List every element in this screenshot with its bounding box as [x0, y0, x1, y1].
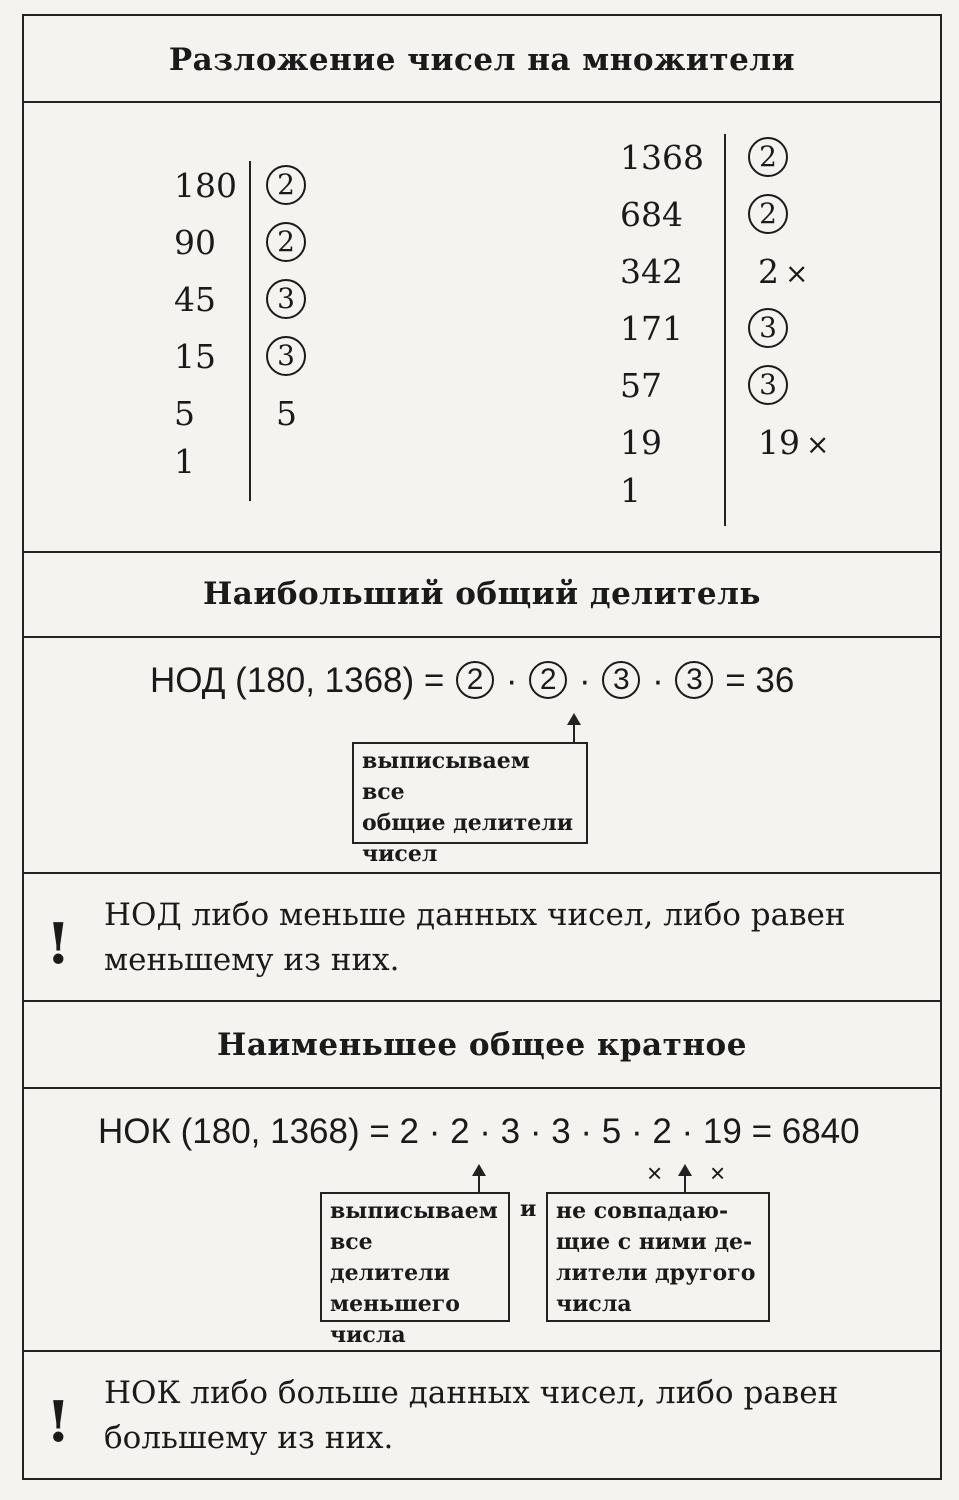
gcd-explanation-box: [352, 742, 588, 867]
multiply-dot: ·: [652, 661, 664, 700]
cross-mark: ×: [785, 257, 809, 290]
box-line: щие с ними де-: [556, 1229, 753, 1255]
dividend-number: 342: [620, 252, 683, 291]
gcd-formula: [150, 661, 794, 702]
exclamation-icon: !: [46, 911, 71, 977]
dividend-number: 90: [174, 223, 216, 262]
dividend-number: 684: [620, 195, 683, 234]
lcm-title: Наименьшее общее кратное: [217, 1027, 747, 1063]
dividend-number: 57: [620, 366, 662, 405]
arrow-stem: [573, 723, 575, 743]
lcm-explanation-box-left: [320, 1192, 510, 1348]
note-line: НОД либо меньше данных чисел, либо равен: [104, 897, 846, 933]
box-line: общие делители: [362, 810, 574, 836]
factor-value: 2: [758, 252, 779, 291]
cross-mark: ×: [647, 1158, 663, 1188]
box-line: чисел: [362, 841, 438, 867]
gcd-formula-prefix: НОД (180, 1368) =: [150, 661, 445, 700]
divider: [24, 1350, 940, 1352]
dividend-number: 1: [174, 442, 195, 481]
lcm-note: [104, 1371, 920, 1461]
gcd-factor: 3: [602, 661, 640, 699]
lcm-formula: НОК (180, 1368) = 2 · 2 · 3 · 3 · 5 · 2 · 19 = 6840: [98, 1112, 860, 1151]
box-line: лители другого: [556, 1260, 756, 1286]
note-line: НОК либо больше данных чисел, либо равен: [104, 1375, 839, 1411]
box-line: не совпадаю-: [556, 1198, 729, 1224]
box-line: все делители: [330, 1229, 450, 1286]
prime-factor: [748, 135, 788, 177]
factor-divider-line: [724, 134, 726, 526]
circled-factor: 2: [266, 222, 306, 262]
divider: [24, 872, 940, 874]
prime-factor: [748, 363, 788, 405]
multiply-dot: ·: [505, 661, 518, 700]
note-line: меньшему из них.: [104, 942, 400, 978]
gcd-factor: 2: [456, 661, 494, 699]
factor-value: 19: [758, 423, 800, 462]
divider: [24, 1000, 940, 1002]
divider: [24, 636, 940, 638]
dividend-number: 5: [174, 394, 195, 433]
circled-factor: 3: [266, 336, 306, 376]
cross-mark: ×: [710, 1158, 726, 1188]
arrow-stem: [684, 1174, 686, 1192]
circled-factor: 3: [748, 308, 788, 348]
multiply-dot: ·: [578, 661, 591, 700]
divider: [24, 551, 940, 553]
exclamation-icon: !: [46, 1389, 71, 1455]
factorization-1368: [24, 16, 942, 556]
prime-factor: [748, 306, 788, 348]
factor-value: 5: [276, 394, 297, 433]
prime-factor: [748, 192, 788, 234]
note-line: большему из них.: [104, 1420, 394, 1456]
dividend-number: 45: [174, 280, 216, 319]
lcm-explanation-box-right: [546, 1192, 770, 1322]
reference-table: [22, 14, 942, 1480]
dividend-number: 1: [620, 471, 641, 510]
cross-mark: ×: [806, 428, 830, 461]
box-line: выписываем: [330, 1198, 498, 1224]
box-line: числа: [330, 1322, 406, 1348]
circled-factor: 2: [748, 137, 788, 177]
dividend-number: 15: [174, 337, 216, 376]
prime-factor: [758, 252, 808, 291]
circled-factor: 3: [748, 365, 788, 405]
factorization-title: Разложение чисел на множители: [168, 42, 796, 78]
box-line: числа: [556, 1291, 632, 1317]
gcd-result: = 36: [725, 661, 795, 700]
circled-factor: 2: [266, 165, 306, 205]
connector-word: и: [520, 1196, 537, 1222]
gcd-note: [104, 893, 920, 983]
box-line: выписываем все: [362, 748, 530, 805]
divider: [24, 1087, 940, 1089]
circled-factor: 3: [266, 279, 306, 319]
gcd-factor: 3: [675, 661, 713, 699]
dividend-number: 19: [620, 423, 662, 462]
dividend-number: 1368: [620, 138, 704, 177]
prime-factor: [758, 423, 829, 462]
arrow-stem: [478, 1174, 480, 1192]
circled-factor: 2: [748, 194, 788, 234]
dividend-number: 180: [174, 166, 237, 205]
box-line: меньшего: [330, 1291, 460, 1317]
gcd-factor: 2: [529, 661, 567, 699]
dividend-number: 171: [620, 309, 683, 348]
gcd-title: Наибольший общий делитель: [203, 576, 761, 612]
